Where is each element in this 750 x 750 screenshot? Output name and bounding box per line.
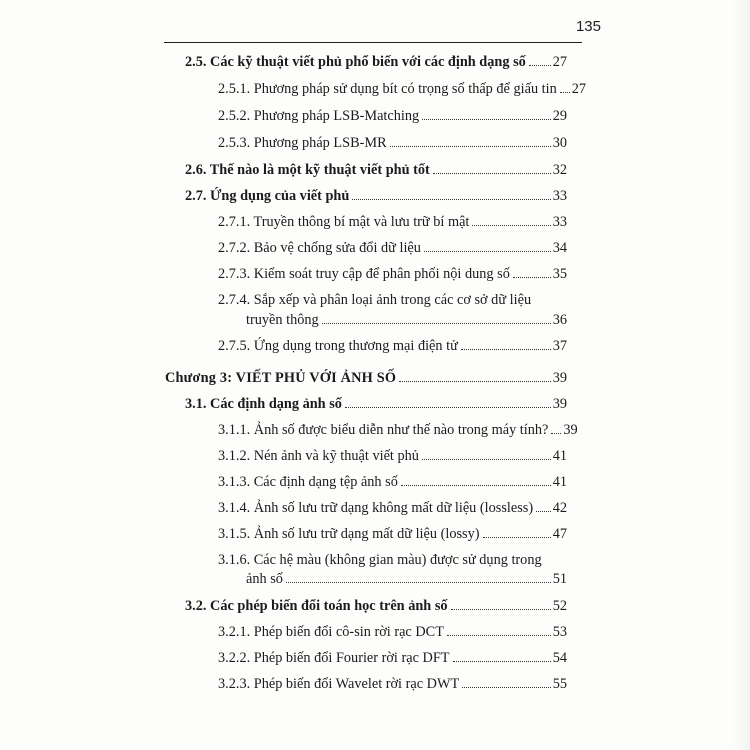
dot-leader (424, 251, 551, 252)
toc-entry-2-5-2[interactable] (218, 107, 567, 125)
dot-leader (345, 407, 551, 408)
dot-leader (560, 92, 570, 93)
dot-leader (422, 119, 551, 120)
toc-entry-2-6[interactable] (185, 161, 567, 179)
toc-entry-title: 2.7.2. Bảo vệ chống sửa đổi dữ liệu (218, 240, 421, 256)
toc-entry-continuation: ảnh số (246, 571, 283, 587)
dot-leader (286, 582, 551, 583)
dot-leader (483, 537, 551, 538)
toc-entry-3-1-6[interactable] (246, 570, 567, 588)
toc-entry-3-1-2[interactable] (218, 447, 567, 465)
toc-entry-title: 3.1.1. Ảnh số được biểu diễn như thế nào trong máy tính? (218, 422, 549, 438)
toc-entry-page: 51 (552, 571, 567, 587)
toc-entry-2-7-3[interactable] (218, 265, 567, 283)
dot-leader (472, 225, 550, 226)
dot-leader (390, 146, 551, 147)
toc-entry-continuation: truyền thông (246, 312, 319, 328)
toc-entry-3-2-2[interactable] (218, 649, 567, 667)
toc-entry-page: 39 (552, 396, 567, 412)
toc-entry-title: 3.1. Các định dạng ảnh số (185, 396, 342, 412)
toc-entry-2-7-2[interactable] (218, 239, 567, 257)
dot-leader (433, 173, 551, 174)
toc-entry-page: 54 (552, 650, 567, 666)
toc-entry-title: 2.7. Ứng dụng của viết phủ (185, 188, 350, 204)
toc-entry-3-1-1[interactable] (218, 421, 578, 439)
dot-leader (447, 635, 551, 636)
toc-entry-page: 39 (552, 370, 567, 386)
dot-leader (462, 687, 551, 688)
toc-entry-2-5-3[interactable] (218, 134, 567, 152)
dot-leader (551, 433, 561, 434)
toc-entry-title: 2.5. Các kỹ thuật viết phủ phổ biến với các định dạng số (185, 54, 526, 70)
page-edge-shadow (732, 0, 750, 750)
toc-entry-title: 3.2. Các phép biến đổi toán học trên ảnh số (185, 598, 448, 614)
toc-entry-page: 53 (552, 624, 567, 640)
toc-entry-title: 2.5.2. Phương pháp LSB-Matching (218, 108, 420, 124)
dot-leader (422, 459, 551, 460)
toc-entry-2-7-4[interactable] (246, 311, 567, 329)
toc-entry-page: 36 (552, 312, 567, 328)
toc-entry-title: 3.1.2. Nén ảnh và kỹ thuật viết phủ (218, 448, 419, 464)
toc-entry-title: 3.1.5. Ảnh số lưu trữ dạng mất dữ liệu (lossy) (218, 526, 480, 542)
toc-entry-3-2-1[interactable] (218, 623, 567, 641)
page-number: 135 (575, 18, 601, 35)
toc-entry-page: 39 (563, 422, 578, 438)
toc-entry-title: 2.7.5. Ứng dụng trong thương mại điện tử (218, 338, 458, 354)
toc-entry-2-5[interactable] (185, 53, 567, 71)
dot-leader (513, 277, 551, 278)
dot-leader (461, 349, 551, 350)
toc-entry-3-1-3[interactable] (218, 473, 567, 491)
toc-entry-title: 2.7.3. Kiểm soát truy cập để phân phối nội dung số (218, 266, 510, 282)
toc-entry-title: 2.7.1. Truyền thông bí mật và lưu trữ bí mật (218, 214, 470, 230)
toc-entry-page: 29 (552, 108, 567, 124)
toc-entry-page: 37 (552, 338, 567, 354)
dot-leader (401, 485, 551, 486)
toc-entry-2-5-1[interactable] (218, 80, 587, 98)
toc-entry-page: 47 (552, 526, 567, 542)
toc-entry-page: 34 (552, 240, 567, 256)
toc-entry-page: 33 (552, 188, 567, 204)
toc-entry-title: 3.2.1. Phép biến đổi cô-sin rời rạc DCT (218, 624, 444, 640)
toc-entry-title: 3.2.3. Phép biến đổi Wavelet rời rạc DWT (218, 676, 460, 692)
dot-leader (399, 381, 550, 382)
dot-leader (352, 199, 550, 200)
toc-entry-page: 35 (552, 266, 567, 282)
toc-entry-page: 42 (552, 500, 567, 516)
dot-leader (451, 609, 551, 610)
toc-entry-2-7[interactable] (185, 187, 567, 205)
dot-leader (453, 661, 551, 662)
toc-entry-chapter-3[interactable] (165, 369, 567, 387)
dot-leader (536, 511, 551, 512)
toc-entry-title: 2.6. Thế nào là một kỹ thuật viết phủ tốt (185, 162, 430, 178)
toc-entry-3-1-4[interactable] (218, 499, 567, 517)
toc-entry-2-7-4-line1[interactable]: 2.7.4. Sắp xếp và phân loại ảnh trong các cơ sở dữ liệu (218, 292, 532, 308)
toc-entry-page: 30 (552, 135, 567, 151)
toc-entry-page: 55 (552, 676, 567, 692)
toc-entry-page: 27 (552, 54, 567, 70)
toc-entry-page: 41 (552, 474, 567, 490)
toc-entry-3-2-3[interactable] (218, 675, 567, 693)
toc-entry-title: Chương 3: VIẾT PHỦ VỚI ẢNH SỐ (165, 370, 397, 386)
toc-entry-page: 32 (552, 162, 567, 178)
header-rule (164, 42, 582, 43)
toc-entry-page: 41 (552, 448, 567, 464)
toc-entry-title: 3.2.2. Phép biến đổi Fourier rời rạc DFT (218, 650, 450, 666)
toc-entry-3-2[interactable] (185, 597, 567, 615)
toc-entry-title: 2.5.3. Phương pháp LSB-MR (218, 135, 387, 151)
toc-entry-2-7-5[interactable] (218, 337, 567, 355)
dot-leader (529, 65, 551, 66)
dot-leader (322, 323, 551, 324)
toc-entry-page: 52 (552, 598, 567, 614)
toc-entry-3-1-6-line1[interactable]: 3.1.6. Các hệ màu (không gian màu) được sử dụng trong (218, 552, 542, 568)
toc-entry-title: 2.5.1. Phương pháp sử dụng bít có trọng số thấp để giấu tin (218, 81, 557, 97)
toc-entry-3-1[interactable] (185, 395, 567, 413)
toc-entry-page: 33 (552, 214, 567, 230)
toc-entry-page: 27 (571, 81, 587, 97)
toc-entry-title: 3.1.3. Các định dạng tệp ảnh số (218, 474, 398, 490)
toc-entry-2-7-1[interactable] (218, 213, 567, 231)
toc-entry-3-1-5[interactable] (218, 525, 567, 543)
toc-entry-title: 3.1.4. Ảnh số lưu trữ dạng không mất dữ liệu (lossless) (218, 500, 534, 516)
